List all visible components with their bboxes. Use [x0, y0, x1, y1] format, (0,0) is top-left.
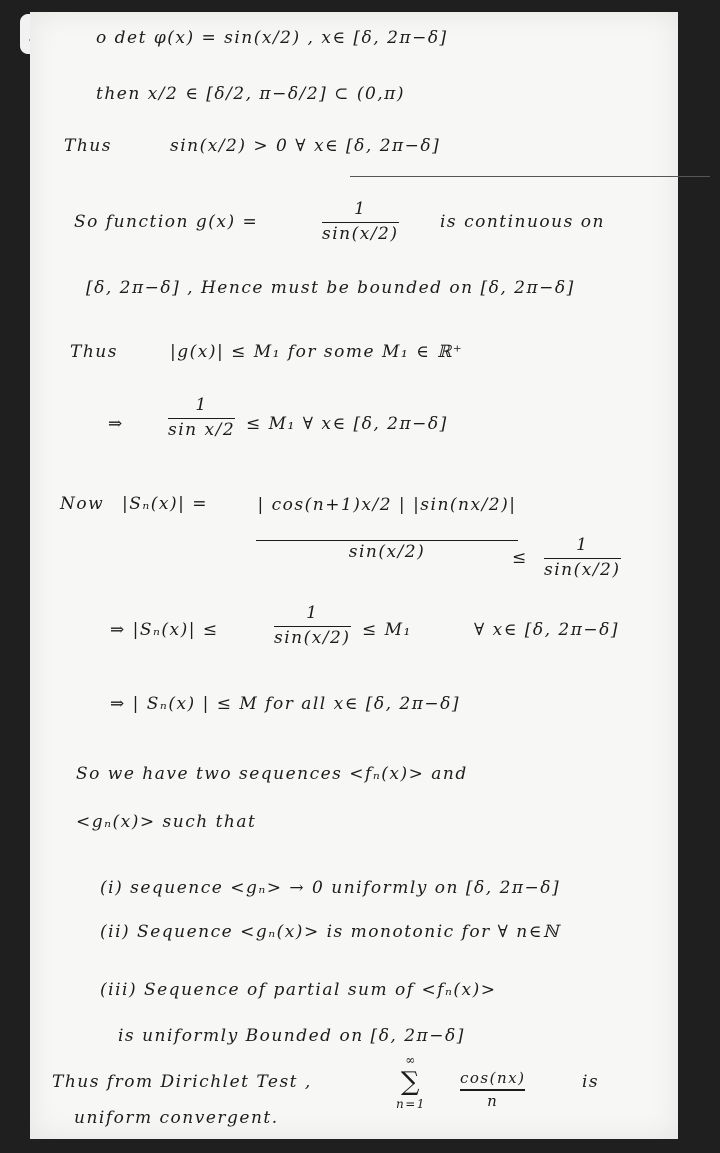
line-thus-label: Thus [64, 136, 112, 156]
line-is: is [582, 1072, 600, 1092]
line-uniform-convergent: uniform convergent. [74, 1108, 279, 1128]
line-define-phi: o det φ(x) = sin(x/2) , x∈ [δ, 2π−δ] [96, 28, 448, 48]
line-sn-leq-m: ⇒ | Sₙ(x) | ≤ M for all x∈ [δ, 2π−δ] [110, 694, 460, 714]
fraction-bound [544, 536, 621, 581]
line-now-label: Now [60, 494, 105, 514]
fraction-denominator: sin(x/2) [348, 542, 426, 563]
line-forall-range: ∀ x∈ [δ, 2π−δ] [474, 620, 620, 640]
fraction-numerator: 1 [195, 395, 208, 415]
fraction-bar [460, 1089, 525, 1091]
line-bounded: [δ, 2π−δ] , Hence must be bounded on [δ, 2π−δ] [86, 278, 575, 298]
line-sn-abs: |Sₙ(x)| = [122, 494, 208, 514]
fraction-denominator: sin(x/2) [322, 224, 399, 245]
fraction-numerator: 1 [306, 603, 319, 623]
line-g-bounded: |g(x)| ≤ M₁ for some M₁ ∈ ℝ⁺ [170, 342, 464, 362]
fraction-numerator: | cos(n+1)x/2 | |sin(nx/2)| [257, 495, 517, 515]
sum-sign: ∑ [400, 1066, 421, 1097]
sum-lower-limit: n=1 [396, 1096, 426, 1111]
line-function-g: So function g(x) = [74, 212, 259, 232]
fraction-denominator: sin(x/2) [544, 560, 621, 581]
divider [350, 176, 710, 177]
line-sin-positive: sin(x/2) > 0 ∀ x∈ [δ, 2π−δ] [170, 136, 441, 156]
fraction-denominator: n [487, 1091, 499, 1110]
line-thus-label-2: Thus [70, 342, 118, 362]
fraction-series-term [460, 1070, 525, 1110]
fraction-bar [168, 418, 235, 420]
line-sn-implies: ⇒ |Sₙ(x)| ≤ [110, 620, 219, 640]
fraction-numerator: 1 [354, 199, 367, 219]
line-two-sequences: So we have two sequences <fₙ(x)> and [76, 764, 468, 784]
line-then-range: then x/2 ∈ [δ/2, π−δ/2] ⊂ (0,π) [96, 84, 405, 104]
fraction-denominator: sin(x/2) [274, 628, 351, 649]
line-leq-m1: ≤ M₁ [362, 620, 412, 640]
fraction-numerator: 1 [576, 535, 589, 555]
fraction-denominator: sin x/2 [168, 420, 236, 441]
fraction-bar [256, 540, 518, 542]
series-sum [396, 1054, 426, 1111]
line-such-that: <gₙ(x)> such that [76, 812, 257, 832]
fraction-bar [274, 626, 351, 628]
fraction-numerator: cos(nx) [460, 1069, 526, 1087]
condition-one: (i) sequence <gₙ> → 0 uniformly on [δ, 2π−δ] [100, 878, 561, 898]
leq-sign: ≤ [512, 548, 528, 568]
handwritten-page [30, 12, 678, 1139]
sum-upper-limit: ∞ [405, 1053, 417, 1067]
fraction-reciprocal [168, 396, 235, 441]
line-dirichlet: Thus from Dirichlet Test , [52, 1072, 312, 1092]
line-continuous: is continuous on [440, 212, 605, 232]
condition-three-cont: is uniformly Bounded on [δ, 2π−δ] [118, 1026, 465, 1046]
line-reciprocal-bound: ≤ M₁ ∀ x∈ [δ, 2π−δ] [246, 414, 448, 434]
fraction-sn-bound [274, 604, 351, 649]
fraction-g [322, 200, 399, 245]
fraction-bar [322, 222, 399, 224]
condition-two: (ii) Sequence <gₙ(x)> is monotonic for ∀ n∈ℕ [100, 922, 560, 942]
implies-arrow: ⇒ [108, 414, 124, 434]
condition-three: (iii) Sequence of partial sum of <fₙ(x)> [100, 980, 497, 1000]
fraction-bar [544, 558, 621, 560]
fraction-sn [256, 496, 518, 563]
